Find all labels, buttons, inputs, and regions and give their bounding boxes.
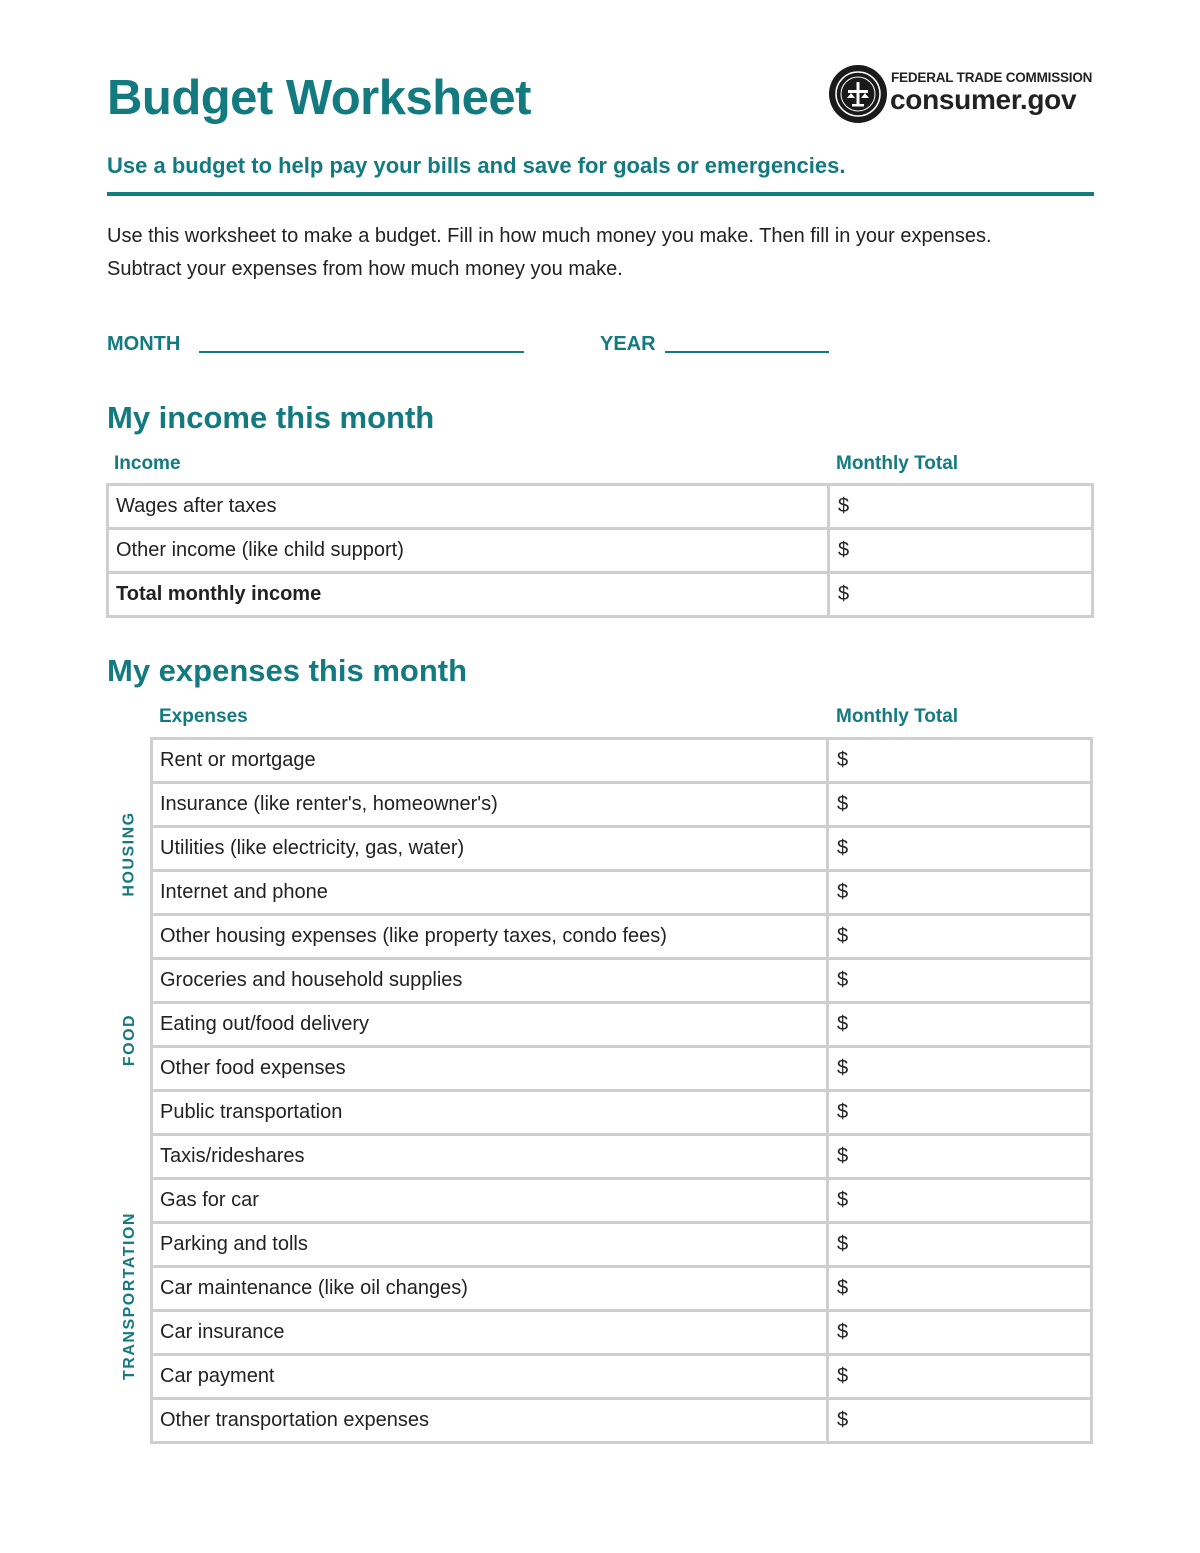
amount-cell[interactable]: $ bbox=[828, 959, 1092, 1003]
row-label: Utilities (like electricity, gas, water) bbox=[152, 827, 828, 871]
row-label: Gas for car bbox=[152, 1179, 828, 1223]
amount-cell[interactable]: $ bbox=[828, 1311, 1092, 1355]
year-field[interactable] bbox=[665, 351, 829, 353]
amount-cell[interactable]: $ bbox=[828, 1135, 1092, 1179]
amount-cell[interactable]: $ bbox=[828, 1223, 1092, 1267]
expenses-total-column-header: Monthly Total bbox=[836, 706, 959, 727]
row-label: Public transportation bbox=[152, 1091, 828, 1135]
amount-cell[interactable]: $ bbox=[829, 573, 1093, 617]
table-row bbox=[152, 959, 1092, 1003]
amount-cell[interactable]: $ bbox=[828, 1267, 1092, 1311]
header-divider bbox=[107, 192, 1094, 196]
table-row bbox=[108, 529, 1093, 573]
table-row bbox=[152, 1091, 1092, 1135]
amount-cell[interactable]: $ bbox=[828, 1179, 1092, 1223]
table-row bbox=[152, 1179, 1092, 1223]
table-row bbox=[152, 1355, 1092, 1399]
amount-cell[interactable]: $ bbox=[828, 1355, 1092, 1399]
amount-cell[interactable]: $ bbox=[828, 739, 1092, 783]
amount-cell[interactable]: $ bbox=[829, 485, 1093, 529]
expenses-heading: My expenses this month bbox=[107, 653, 468, 688]
row-label: Car maintenance (like oil changes) bbox=[152, 1267, 828, 1311]
amount-cell[interactable]: $ bbox=[828, 783, 1092, 827]
month-label: MONTH bbox=[107, 333, 181, 355]
amount-cell[interactable]: $ bbox=[828, 1091, 1092, 1135]
row-label: Parking and tolls bbox=[152, 1223, 828, 1267]
income-column-header: Income bbox=[114, 453, 181, 474]
row-label: Rent or mortgage bbox=[152, 739, 828, 783]
expenses-table bbox=[150, 737, 1093, 1444]
row-label: Internet and phone bbox=[152, 871, 828, 915]
table-row bbox=[152, 1223, 1092, 1267]
table-row bbox=[152, 827, 1092, 871]
site-name: consumer.gov bbox=[890, 84, 1077, 115]
table-row bbox=[152, 871, 1092, 915]
category-label-transportation: TRANSPORTATION bbox=[121, 1212, 139, 1381]
total-row bbox=[108, 573, 1093, 617]
table-row bbox=[152, 1003, 1092, 1047]
month-field[interactable] bbox=[199, 351, 524, 353]
table-row bbox=[152, 1267, 1092, 1311]
expenses-column-header: Expenses bbox=[159, 706, 248, 727]
ftc-seal-icon bbox=[828, 64, 888, 124]
income-total-column-header: Monthly Total bbox=[836, 453, 959, 474]
amount-cell[interactable]: $ bbox=[828, 1399, 1092, 1443]
row-label: Other housing expenses (like property taxes, condo fees) bbox=[152, 915, 828, 959]
table-row bbox=[152, 915, 1092, 959]
table-row bbox=[152, 1399, 1092, 1443]
ftc-logo bbox=[828, 64, 1098, 126]
amount-cell[interactable]: $ bbox=[829, 529, 1093, 573]
row-label: Wages after taxes bbox=[108, 485, 829, 529]
table-row bbox=[152, 1311, 1092, 1355]
row-label: Other food expenses bbox=[152, 1047, 828, 1091]
income-table bbox=[106, 483, 1094, 618]
row-label: Eating out/food delivery bbox=[152, 1003, 828, 1047]
table-row bbox=[152, 783, 1092, 827]
row-label: Car payment bbox=[152, 1355, 828, 1399]
year-label: YEAR bbox=[600, 333, 656, 355]
table-row bbox=[152, 1135, 1092, 1179]
row-label: Insurance (like renter's, homeowner's) bbox=[152, 783, 828, 827]
category-label-housing: HOUSING bbox=[121, 810, 139, 897]
amount-cell[interactable]: $ bbox=[828, 827, 1092, 871]
amount-cell[interactable]: $ bbox=[828, 1047, 1092, 1091]
subtitle: Use a budget to help pay your bills and save for goals or emergencies. bbox=[107, 153, 846, 178]
intro-text: Use this worksheet to make a budget. Fill in how much money you make. Then fill in your expenses. Subtract your expenses from how much money you make. bbox=[107, 225, 992, 280]
row-label: Total monthly income bbox=[108, 573, 829, 617]
amount-cell[interactable]: $ bbox=[828, 871, 1092, 915]
income-heading: My income this month bbox=[107, 400, 435, 435]
row-label: Other transportation expenses bbox=[152, 1399, 828, 1443]
table-row bbox=[152, 1047, 1092, 1091]
row-label: Car insurance bbox=[152, 1311, 828, 1355]
category-label-food: FOOD bbox=[121, 1013, 138, 1066]
agency-name: FEDERAL TRADE COMMISSION bbox=[891, 70, 1093, 85]
row-label: Groceries and household supplies bbox=[152, 959, 828, 1003]
amount-cell[interactable]: $ bbox=[828, 915, 1092, 959]
page-title: Budget Worksheet bbox=[107, 71, 531, 125]
row-label: Taxis/rideshares bbox=[152, 1135, 828, 1179]
table-row bbox=[108, 485, 1093, 529]
row-label: Other income (like child support) bbox=[108, 529, 829, 573]
amount-cell[interactable]: $ bbox=[828, 1003, 1092, 1047]
table-row bbox=[152, 739, 1092, 783]
